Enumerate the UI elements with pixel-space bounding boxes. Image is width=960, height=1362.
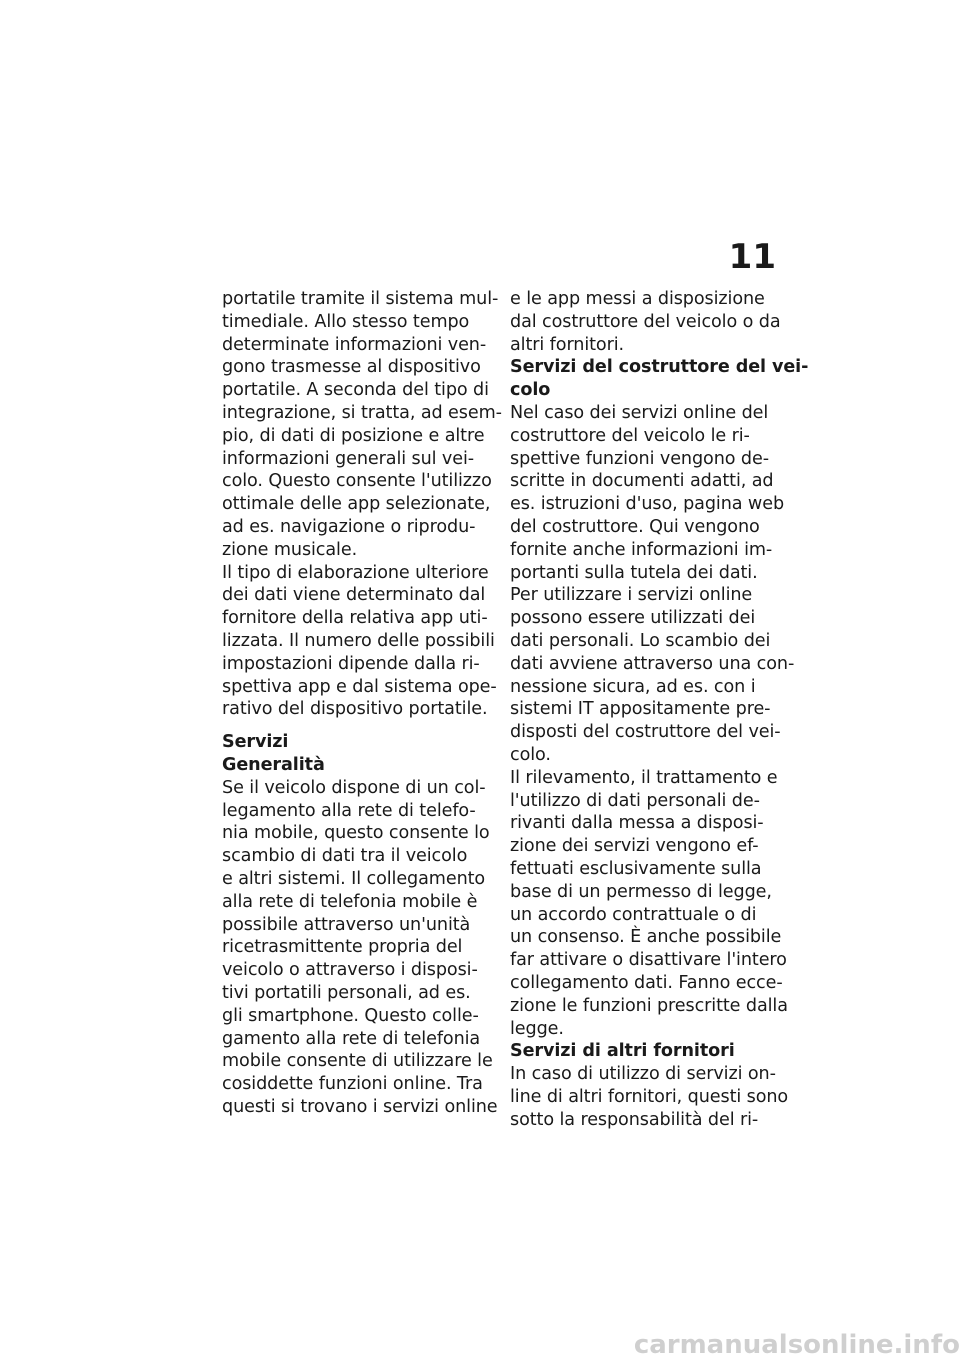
text-line: nessione sicura, ad es. con i (510, 676, 756, 697)
text-line: integrazione, si tratta, ad esem- (222, 402, 502, 423)
text-line: portatile. A seconda del tipo di (222, 380, 489, 401)
text-line: tivi portatili personali, ad es. (222, 982, 471, 1003)
text-line: es. istruzioni d'uso, pagina web (510, 494, 785, 515)
text-line: scritte in documenti adatti, ad (510, 471, 774, 492)
text-line: mobile consente di utilizzare le (222, 1051, 493, 1072)
text-line: portatile tramite il sistema mul- (222, 289, 499, 309)
text-line: l'utilizzo di dati personali de- (510, 790, 760, 811)
left-text-column (222, 288, 502, 1119)
text-line: costruttore del veicolo le ri- (510, 425, 750, 446)
text-line: possono essere utilizzati dei (510, 608, 756, 629)
text-line: zione dei servizi vengono ef- (510, 836, 759, 857)
text-line: dati avviene attraverso una con- (510, 653, 795, 674)
text-line: questi si trovano i servizi online (222, 1096, 498, 1117)
text-line: ad es. navigazione o riprodu- (222, 516, 476, 537)
text-line: dei dati viene determinato dal (222, 585, 486, 606)
text-line: base di un permesso di legge, (510, 881, 772, 902)
text-line: legge. (510, 1018, 564, 1039)
text-line: In caso di utilizzo di servizi on- (510, 1064, 776, 1085)
text-line: gamento alla rete di telefonia (222, 1028, 481, 1049)
text-line: un consenso. È anche possibile (510, 927, 782, 948)
text-line: Per utilizzare i servizi online (510, 585, 753, 606)
text-line: scambio di dati tra il veicolo (222, 846, 468, 867)
text-line: un accordo contrattuale o di (510, 904, 757, 925)
right-text-column (510, 288, 809, 1131)
text-line: timediale. Allo stesso tempo (222, 311, 470, 332)
text-line: Il rilevamento, il trattamento e (510, 767, 778, 788)
text-line: fettuati esclusivamente sulla (510, 858, 762, 879)
text-line: cosiddette funzioni online. Tra (222, 1074, 483, 1095)
paragraph-gap (222, 721, 492, 731)
text-line: ricetrasmittente propria del (222, 937, 463, 958)
section-heading-line: colo (510, 380, 551, 401)
page-number: 11 (728, 237, 776, 277)
text-line: fornitore della relativa app uti- (222, 608, 488, 629)
section-heading-line: Servizi di altri fornitori (510, 1041, 735, 1062)
text-line: legamento alla rete di telefo- (222, 800, 476, 821)
text-line: del costruttore. Qui vengono (510, 516, 760, 537)
text-line: far attivare o disattivare l'intero (510, 950, 787, 971)
text-line: zione le funzioni prescritte dalla (510, 995, 788, 1016)
text-line: ottimale delle app selezionate, (222, 494, 491, 515)
text-line: rivanti dalla messa a disposi- (510, 813, 764, 834)
text-line: spettiva app e dal sistema ope- (222, 676, 497, 697)
text-line: disposti del costruttore del vei- (510, 722, 781, 743)
text-line: sistemi IT appositamente pre- (510, 699, 771, 720)
text-line: pio, di dati di posizione e altre (222, 425, 485, 446)
text-line: impostazioni dipende dalla ri- (222, 653, 480, 674)
text-line: nia mobile, questo consente lo (222, 823, 490, 844)
text-line: fornite anche informazioni im- (510, 539, 773, 560)
text-line: informazioni generali sul vei- (222, 448, 474, 469)
watermark: carmanualsonline.info (633, 1330, 960, 1360)
section-heading-line: Servizi (222, 732, 289, 753)
text-line: collegamento dati. Fanno ecce- (510, 972, 783, 993)
text-line: colo. (510, 744, 551, 765)
text-line: altri fornitori. (510, 334, 624, 355)
text-line: gono trasmesse al dispositivo (222, 357, 481, 378)
text-line: rativo del dispositivo portatile. (222, 699, 488, 720)
text-line: zione musicale. (222, 539, 358, 560)
text-line: lizzata. Il numero delle possibili (222, 630, 495, 651)
text-line: e altri sistemi. Il collegamento (222, 868, 486, 889)
text-line: dati personali. Lo scambio dei (510, 630, 771, 651)
text-line: Se il veicolo dispone di un col- (222, 777, 486, 798)
text-line: possibile attraverso un'unità (222, 914, 471, 935)
text-line: veicolo o attraverso i disposi- (222, 960, 478, 981)
text-line: Nel caso dei servizi online del (510, 402, 769, 423)
text-line: e le app messi a disposizione (510, 289, 765, 309)
text-line: line di altri fornitori, questi sono (510, 1086, 789, 1107)
text-line: alla rete di telefonia mobile è (222, 891, 478, 912)
text-line: sotto la responsabilità del ri- (510, 1109, 759, 1130)
text-line: determinate informazioni ven- (222, 334, 487, 355)
text-line: dal costruttore del veicolo o da (510, 311, 781, 332)
section-heading-line: Generalità (222, 754, 325, 775)
text-line: gli smartphone. Questo colle- (222, 1005, 479, 1026)
text-line: portanti sulla tutela dei dati. (510, 562, 758, 583)
text-line: spettive funzioni vengono de- (510, 448, 769, 469)
text-line: colo. Questo consente l'utilizzo (222, 471, 492, 492)
section-heading-line: Servizi del costruttore del vei- (510, 357, 809, 378)
text-line: Il tipo di elaborazione ulteriore (222, 562, 489, 583)
